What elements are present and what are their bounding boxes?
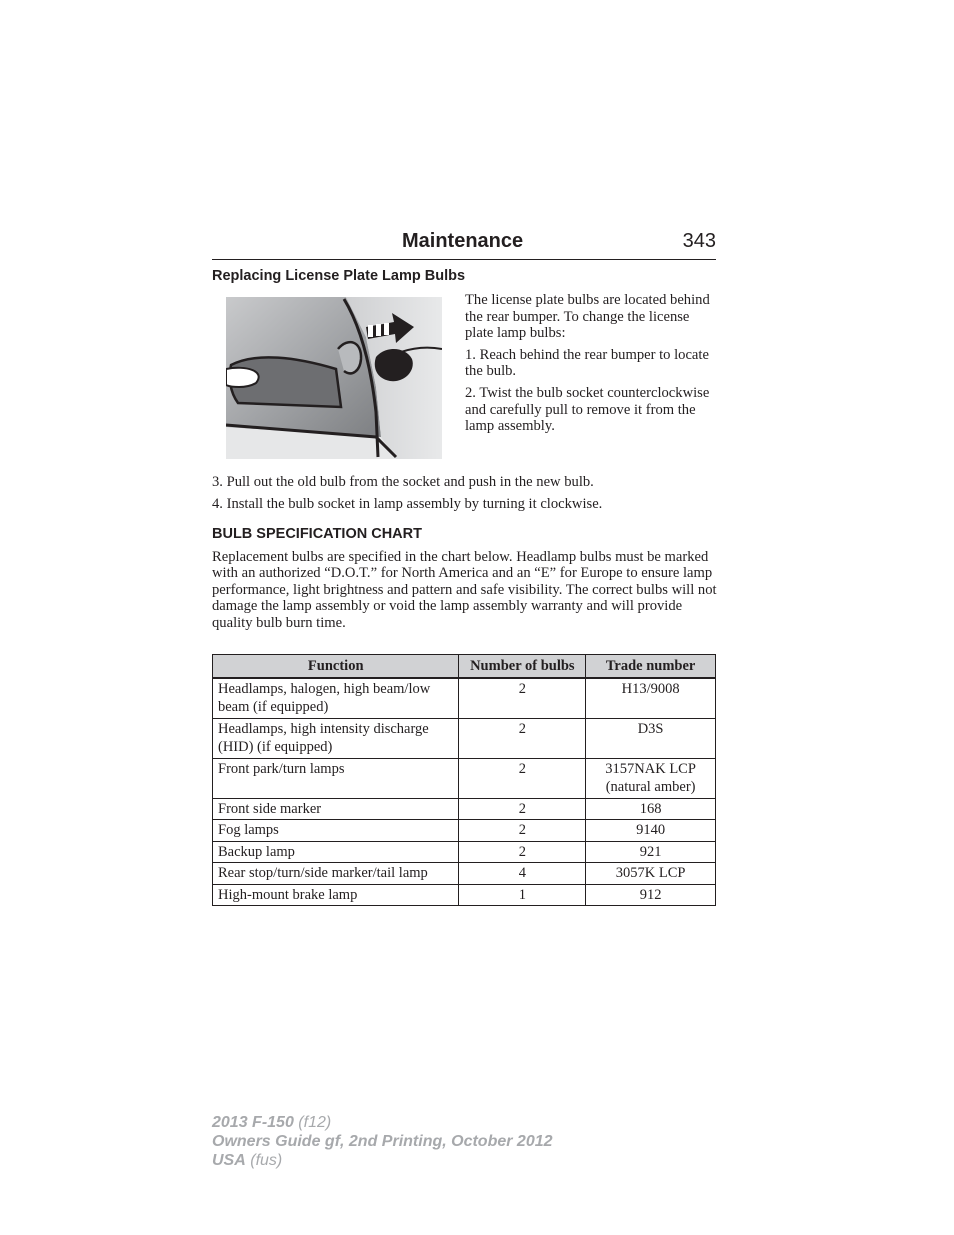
cell-trade-number: D3S <box>586 718 716 758</box>
cell-number: 2 <box>459 678 586 719</box>
cell-function: Rear stop/turn/side marker/tail lamp <box>213 863 459 885</box>
table-row <box>213 841 716 863</box>
page-footer <box>212 1113 553 1170</box>
section-title: Maintenance <box>402 230 524 252</box>
bulb-specification-table <box>212 654 716 906</box>
footer-region-line <box>212 1151 553 1170</box>
cell-number: 2 <box>459 798 586 820</box>
column-header-trade-number: Trade number <box>586 655 716 678</box>
chart-intro-paragraph: Replacement bulbs are specified in the chart below. Headlamp bulbs must be marked with an authorized “D.O.T.” for North America and an “E” for Europe to ensure lamp performance, light brightness and pattern and safe visibility. The correct bulbs will not damage the lamp assembly or void the lamp assembly warranty and will provide quality bulb burn time. <box>212 549 717 631</box>
footer-model-line <box>212 1113 553 1132</box>
table-row <box>213 798 716 820</box>
chart-heading: BULB SPECIFICATION CHART <box>212 526 422 542</box>
subsection-heading: Replacing License Plate Lamp Bulbs <box>212 268 466 284</box>
cell-trade-number: H13/9008 <box>586 678 716 719</box>
cell-number: 2 <box>459 758 586 798</box>
footer-region-code: (fus) <box>250 1152 283 1169</box>
cell-number: 2 <box>459 718 586 758</box>
column-header-number-of-bulbs: Number of bulbs <box>459 655 586 678</box>
page-header <box>212 229 716 260</box>
footer-region: USA <box>212 1152 246 1169</box>
cell-function: Front park/turn lamps <box>213 758 459 798</box>
step-3: 3. Pull out the old bulb from the socket and push in the new bulb. <box>212 474 594 490</box>
step-2: 2. Twist the bulb socket counterclockwise and carefully pull to remove it from the lamp assembly. <box>465 384 710 435</box>
cell-trade-number: 912 <box>586 884 716 906</box>
instructions-intro: The license plate bulbs are located behind the rear bumper. To change the license plate lamp bulbs: <box>465 292 710 342</box>
cell-number: 2 <box>459 841 586 863</box>
cell-function: Backup lamp <box>213 841 459 863</box>
cell-trade-number: 9140 <box>586 820 716 842</box>
column-header-function: Function <box>213 655 459 678</box>
license-plate-instructions <box>465 292 717 440</box>
table-row <box>213 863 716 885</box>
cell-trade-number: 3057K LCP <box>586 863 716 885</box>
cell-function: High-mount brake lamp <box>213 884 459 906</box>
cell-function: Front side marker <box>213 798 459 820</box>
step-4: 4. Install the bulb socket in lamp assembly by turning it clockwise. <box>212 496 603 512</box>
cell-function: Headlamps, halogen, high beam/low beam (if equipped) <box>213 678 459 719</box>
cell-function: Fog lamps <box>213 820 459 842</box>
table-row <box>213 678 716 719</box>
table-row <box>213 884 716 906</box>
bumper-bulb-drawing <box>226 297 442 459</box>
cell-function: Headlamps, high intensity discharge (HID) (if equipped) <box>213 718 459 758</box>
table-row <box>213 718 716 758</box>
page-number: 343 <box>682 230 716 252</box>
table-row <box>213 758 716 798</box>
cell-trade-number: 3157NAK LCP (natural amber) <box>586 758 716 798</box>
cell-number: 1 <box>459 884 586 906</box>
footer-model-code: (f12) <box>298 1114 332 1131</box>
table-header-row <box>213 655 716 678</box>
cell-trade-number: 168 <box>586 798 716 820</box>
cell-number: 4 <box>459 863 586 885</box>
step-1: 1. Reach behind the rear bumper to locate the bulb. <box>465 346 709 380</box>
cell-number: 2 <box>459 820 586 842</box>
cell-trade-number: 921 <box>586 841 716 863</box>
table-row <box>213 820 716 842</box>
footer-model: 2013 F-150 <box>212 1114 294 1131</box>
license-plate-lamp-illustration <box>226 297 442 459</box>
footer-guide: Owners Guide gf, 2nd Printing, October 2012 <box>212 1133 553 1150</box>
